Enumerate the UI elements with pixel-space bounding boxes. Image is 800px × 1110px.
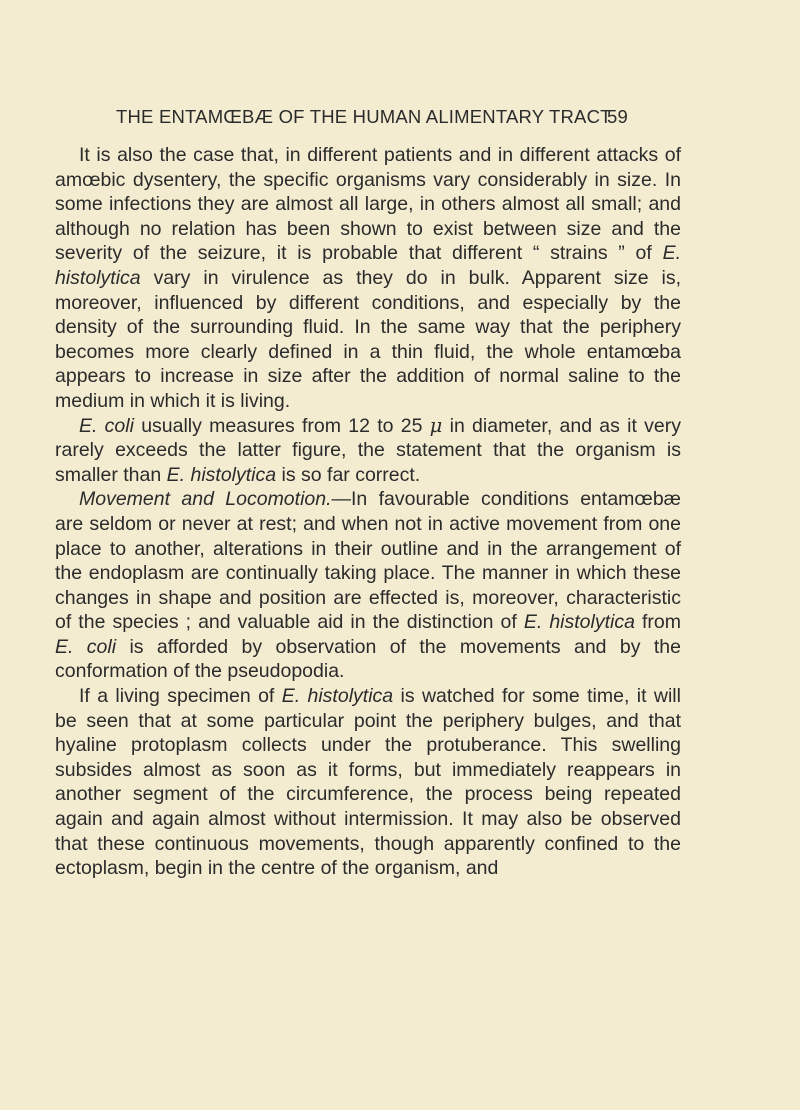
species-name: E. coli [79, 414, 134, 437]
running-header [116, 106, 628, 128]
paragraph-movement: Movement and Locomotion.—In favourable conditions entamœbæ are seldom or never at rest; and when not in active movement from one place to another, alterations in their outline and in the arrangement of the endoplasm are continually taking place. The manner in which these changes in shape and position are effected is, moreover, characteristic of the species ; and valuable aid in the distinction of E. histolytica from E. coli is afforded by observation of the movements and by the conformation of the pseudopodia. [55, 488, 681, 683]
species-name: E. histolytica [55, 242, 681, 289]
section-heading: Movement and Locomotion. [79, 488, 332, 511]
page-number: 59 [607, 106, 628, 127]
paragraph-e-coli-size: E. coli usually measures from 12 to 25 μ in diameter, and as it very rarely exceeds the latter figure, the statement that the organism is smaller than E. histolytica is so far correct. [55, 413, 681, 486]
body-text [55, 143, 681, 881]
paragraph-living-specimen: If a living specimen of E. histolytica is watched for some time, it will be seen that at some particular point the periphery bulges, and that hyaline protoplasm collects under the protuberance. This swelling subsides almost as soon as it forms, but immediately reappears in another segment of the circumference, the process being repeated again and again almost without intermission. It may also be observed that these continuous movements, though apparently confined to the ectoplasm, begin in the centre of the organism, and [55, 685, 681, 880]
running-title: THE ENTAMŒBÆ OF THE HUMAN ALIMENTARY TRACT [116, 106, 612, 127]
paragraph-size-variation: It is also the case that, in different patients and in different attacks of amœbic dysentery, the specific organisms vary considerably in size. In some infections they are almost all large, in others almost all small; and although no relation has been shown to exist between size and the severity of the seizure, it is probable that different “ strains ” of E. histolytica vary in virulence as they do in bulk. Apparent size is, moreover, influenced by different conditions, and especially by the density of the surrounding fluid. In the same way that the periphery becomes more clearly defined in a thin fluid, the whole entamœba appears to increase in size after the addition of normal saline to the medium in which it is living. [55, 144, 681, 412]
species-name: E. histolytica [166, 463, 277, 486]
micron-symbol: μ [429, 413, 443, 437]
species-name: E. coli [55, 635, 117, 658]
species-name: E. histolytica [281, 685, 394, 708]
species-name: E. histolytica [523, 611, 635, 634]
